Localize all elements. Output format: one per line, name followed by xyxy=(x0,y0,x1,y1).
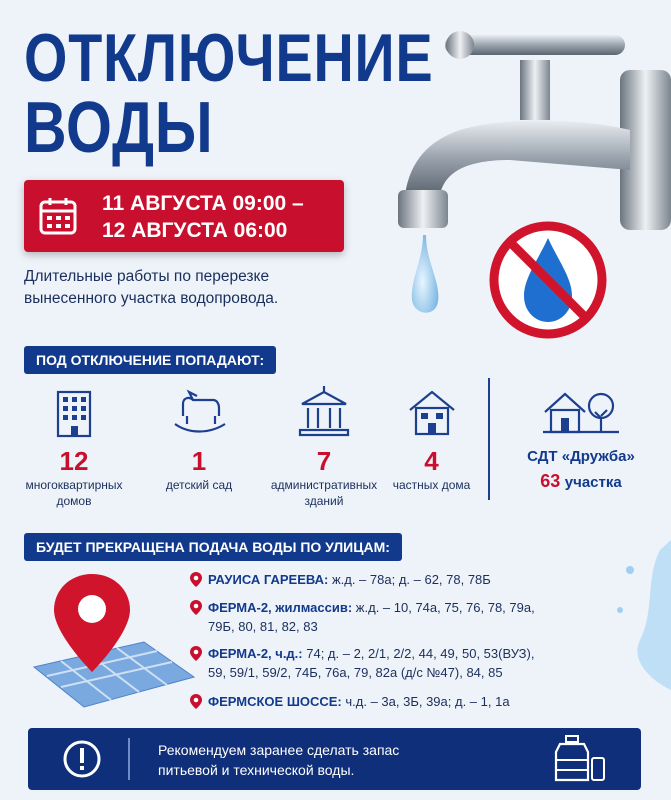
calendar-icon xyxy=(38,196,78,236)
house-icon xyxy=(406,386,458,438)
title-line-2: ВОДЫ xyxy=(24,88,214,168)
stat-label: детский сад xyxy=(165,478,233,492)
description xyxy=(24,266,344,310)
street-details: ч.д. – 3а, 3Б, 39а; д. – 1, 1а xyxy=(341,694,510,709)
stat-kindergarten xyxy=(144,380,254,493)
streets-header: БУДЕТ ПРЕКРАЩЕНА ПОДАЧА ВОДЫ ПО УЛИЦАМ: xyxy=(24,533,402,561)
stat-number: 7 xyxy=(316,446,332,476)
street-item xyxy=(208,598,648,636)
map-pin-icon xyxy=(190,694,202,709)
map-pin-icon xyxy=(190,646,202,661)
date-end: 12 АВГУСТА 06:00 xyxy=(102,219,288,242)
affected-stats xyxy=(14,380,474,510)
date-banner xyxy=(24,180,344,252)
street-name: РАУИСА ГАРЕЕВА: xyxy=(208,572,329,587)
divider xyxy=(488,378,490,500)
stat-label: частных дома xyxy=(392,478,471,492)
government-building-icon xyxy=(296,386,352,438)
recommendation-banner xyxy=(28,728,641,790)
stat-apartments xyxy=(14,380,134,509)
stat-number: 12 xyxy=(59,446,89,476)
street-details: 74; д. – 2, 2/1, 2/2, 44, 49, 50, 53(ВУЗ), xyxy=(302,646,535,661)
description-line-2: вынесенного участка водопровода. xyxy=(24,290,279,307)
water-bottle-icon xyxy=(548,734,608,784)
street-item xyxy=(208,644,648,682)
rocking-horse-icon xyxy=(169,386,229,438)
country-house-icon xyxy=(541,386,621,436)
stat-private-houses xyxy=(384,380,479,493)
street-details: ж.д. – 78а; д. – 62, 78, 78Б xyxy=(328,572,491,587)
map-pin-illustration xyxy=(24,572,199,712)
exclamation-icon xyxy=(62,739,102,779)
stat-number: 4 xyxy=(424,446,439,476)
recommendation-line-2: питьевой и технической воды. xyxy=(158,762,355,778)
stat-label-2: домов xyxy=(56,494,92,508)
date-start: 11 АВГУСТА 09:00 – xyxy=(102,192,304,215)
recommendation-line-1: Рекомендуем заранее сделать запас xyxy=(158,742,400,758)
apartment-building-icon xyxy=(48,386,100,438)
street-name: ФЕРМА-2, ч.д.: xyxy=(208,646,303,661)
affected-header: ПОД ОТКЛЮЧЕНИЕ ПОПАДАЮТ: xyxy=(24,346,276,374)
no-water-sign-icon xyxy=(488,220,608,340)
banner-divider xyxy=(128,738,130,780)
street-name: ФЕРМА-2, жилмассив: xyxy=(208,600,353,615)
sdt-block xyxy=(496,378,666,492)
stat-label: многоквартирных xyxy=(25,478,123,492)
stat-label: административных xyxy=(270,478,378,492)
street-details-2: 59, 59/1, 59/2, 74Б, 76а, 79, 82а (д/с №47), 84, 85 xyxy=(208,665,503,680)
stat-number: 1 xyxy=(191,446,207,476)
street-item xyxy=(208,570,648,589)
map-pin-icon xyxy=(190,572,202,587)
street-item xyxy=(208,692,648,711)
sdt-count: 63 xyxy=(540,471,561,491)
description-line-1: Длительные работы по перерезке xyxy=(24,268,270,285)
title-line-1: ОТКЛЮЧЕНИЕ xyxy=(24,20,434,96)
stat-admin-buildings xyxy=(259,380,389,509)
map-pin-icon xyxy=(190,600,202,615)
stat-label-2: зданий xyxy=(304,494,344,508)
sdt-name: СДТ «Дружба» xyxy=(527,448,635,465)
street-details-2: 79Б, 80, 81, 82, 83 xyxy=(208,619,318,634)
sdt-count-label: участка xyxy=(564,474,622,491)
street-details: ж.д. – 10, 74а, 75, 76, 78, 79а, xyxy=(352,600,535,615)
street-name: ФЕРМСКОЕ ШОССЕ: xyxy=(208,694,342,709)
